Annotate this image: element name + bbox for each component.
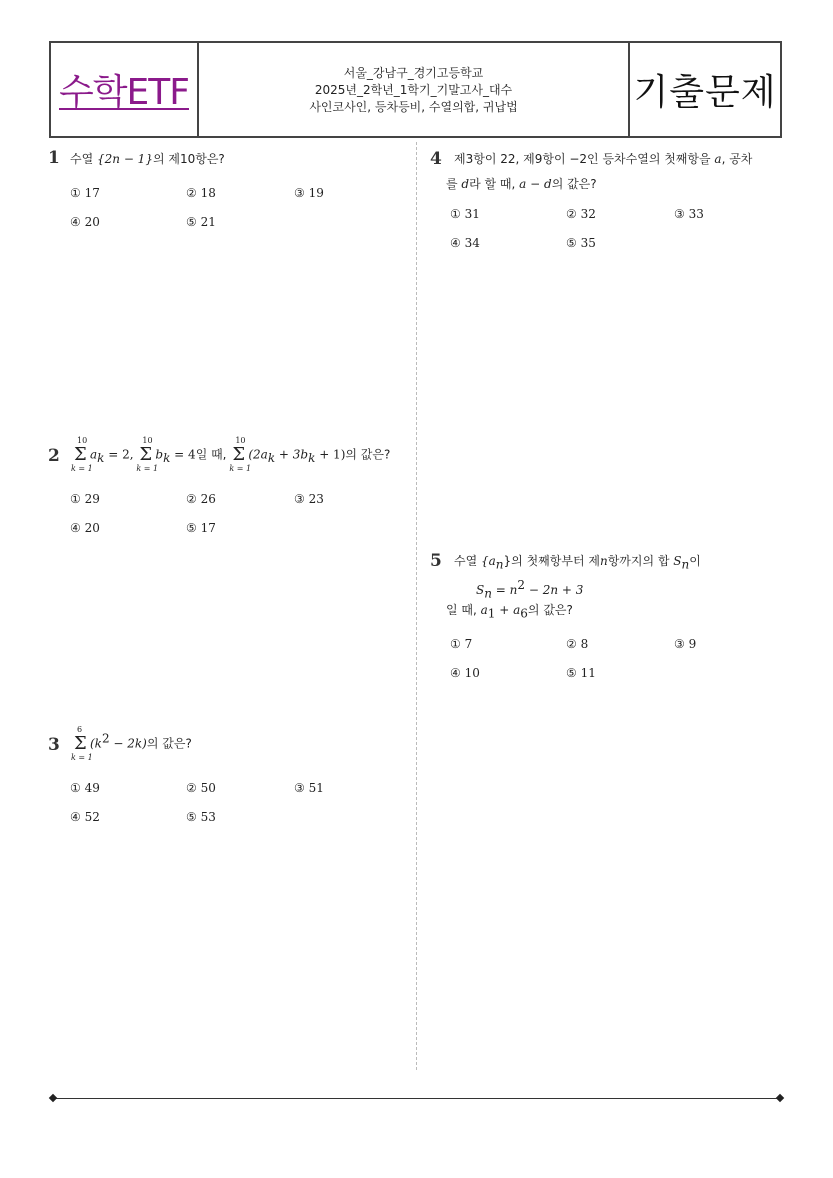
question-stem-line-3: 일 때, $a_1 + a_6$의 값은?: [446, 603, 573, 621]
choice-4[interactable]: ④ 52: [70, 810, 100, 824]
choice-3[interactable]: ③ 33: [674, 207, 704, 221]
choice-2[interactable]: ② 8: [566, 637, 589, 651]
question-number: 1: [48, 148, 60, 168]
question-stem: 10 Σ k = 1 $a_k = 2$, 10 Σ k = 1 $b_k = 4$일 때, 10 Σ k = 1 $(2a_k + 3b_k + 1)$의 값은?: [71, 436, 391, 473]
answer-choices: [70, 186, 410, 246]
choice-5[interactable]: ⑤ 21: [186, 215, 216, 229]
choice-1[interactable]: ① 31: [450, 207, 480, 221]
choice-4[interactable]: ④ 20: [70, 215, 100, 229]
choice-1[interactable]: ① 49: [70, 781, 100, 795]
exam-header: [49, 41, 782, 138]
answer-choices: [70, 492, 410, 552]
answer-choices: [450, 637, 790, 697]
choice-2[interactable]: ② 32: [566, 207, 596, 221]
page-title: 기출문제: [633, 72, 777, 113]
brand-logo: [51, 43, 199, 136]
footer-diamond-right: [776, 1094, 784, 1102]
choice-2[interactable]: ② 18: [186, 186, 216, 200]
question-number: 4: [430, 149, 442, 169]
choice-5[interactable]: ⑤ 53: [186, 810, 216, 824]
choice-5[interactable]: ⑤ 35: [566, 236, 596, 250]
choice-2[interactable]: ② 26: [186, 492, 216, 506]
question-stem: 수열 {2n − 1}의 제10항은?: [70, 152, 225, 166]
answer-choices: [70, 781, 410, 841]
answer-choices: [450, 207, 790, 267]
summation: 10 Σ k = 1: [229, 436, 252, 473]
choice-3[interactable]: ③ 19: [294, 186, 324, 200]
exam-info: [199, 43, 630, 136]
question-stem-line-1: 제3항이 22, 제9항이 −2인 등차수열의 첫째항을 a, 공차: [454, 152, 753, 166]
exam-topics: 사인코사인, 등차등비, 수열의합, 귀납법: [309, 100, 518, 114]
question-stem-line-2: 를 d라 할 때, a − d의 값은?: [446, 177, 597, 191]
question-stem-formula: $S_n = n^2 - 2n + 3$: [476, 578, 584, 601]
choice-3[interactable]: ③ 23: [294, 492, 324, 506]
question-number: 2: [48, 446, 60, 466]
brand-logo-text: 수학ETF: [59, 72, 189, 113]
summation: 10 Σ k = 1: [71, 436, 93, 473]
question-stem-line-1: 수열 $\{a_n\}$의 첫째항부터 제n항까지의 합 $S_n$이: [454, 554, 701, 572]
question-number: 3: [48, 735, 60, 755]
school-name: 서울_강남구_경기고등학교: [343, 66, 484, 80]
question-number: 5: [430, 551, 442, 571]
choice-4[interactable]: ④ 10: [450, 666, 480, 680]
choice-1[interactable]: ① 7: [450, 637, 473, 651]
summation: 6 Σ k = 1: [71, 725, 93, 762]
footer-diamond-left: [49, 1094, 57, 1102]
choice-4[interactable]: ④ 20: [70, 521, 100, 535]
choice-5[interactable]: ⑤ 11: [566, 666, 596, 680]
page-title-box: [630, 43, 780, 136]
summation: 10 Σ k = 1: [136, 436, 159, 473]
choice-2[interactable]: ② 50: [186, 781, 216, 795]
choice-3[interactable]: ③ 9: [674, 637, 697, 651]
choice-4[interactable]: ④ 34: [450, 236, 480, 250]
choice-3[interactable]: ③ 51: [294, 781, 324, 795]
column-divider: [416, 142, 417, 1070]
question-stem: 6 Σ k = 1 $(k^2 - 2k)$의 값은?: [71, 725, 192, 762]
sequence-expression: {2n − 1}: [97, 152, 153, 166]
exam-name: 2025년_2학년_1학기_기말고사_대수: [314, 83, 513, 97]
choice-1[interactable]: ① 17: [70, 186, 100, 200]
footer-rule: [53, 1098, 780, 1099]
choice-1[interactable]: ① 29: [70, 492, 100, 506]
choice-5[interactable]: ⑤ 17: [186, 521, 216, 535]
